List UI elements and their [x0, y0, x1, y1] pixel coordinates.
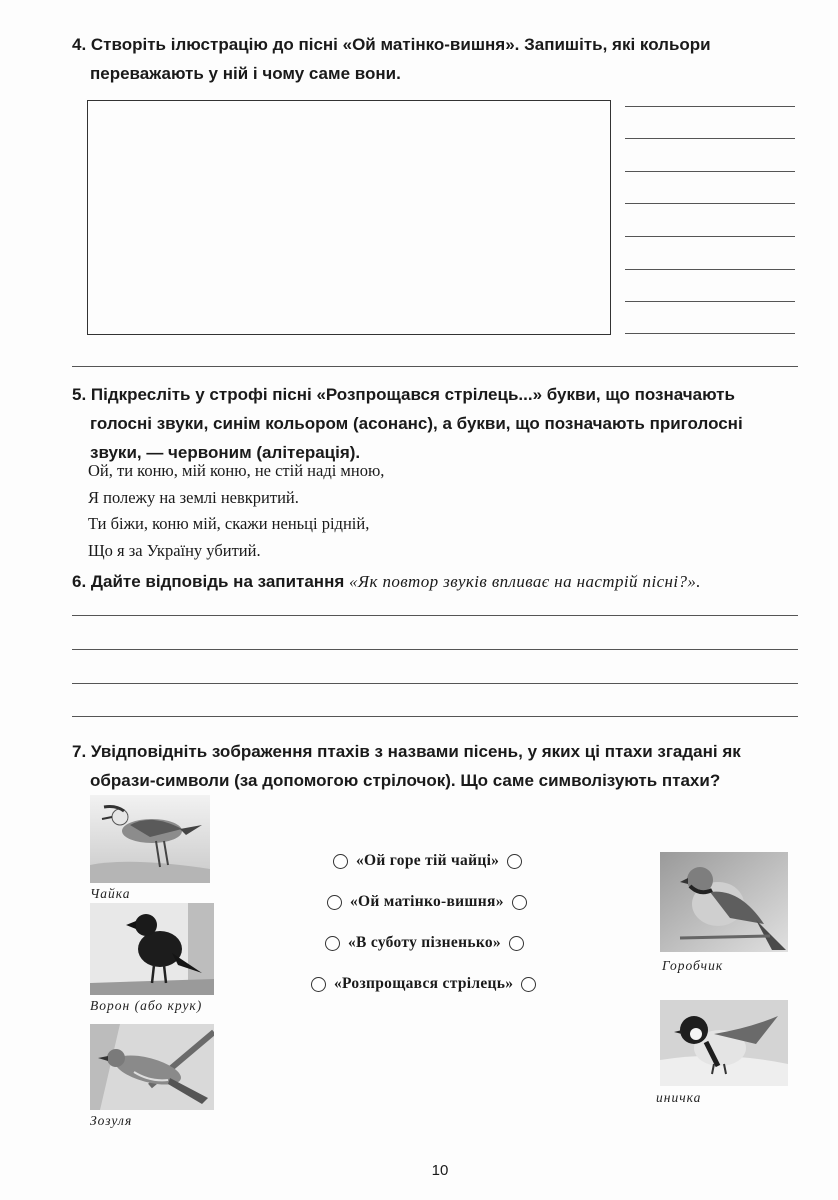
q5-line-3: звуки, — червоним (алітерація).: [90, 443, 361, 462]
poem-line: Що я за Україну убитий.: [88, 540, 261, 560]
q7-line-1: 7. Увідповідніть зображення птахів з назвами пісень, у яких ці птахи згадані як: [72, 742, 741, 761]
answer-line[interactable]: [72, 615, 798, 616]
q5-heading: [72, 380, 743, 467]
illustration-box[interactable]: [87, 100, 611, 335]
answer-line[interactable]: [625, 236, 795, 237]
q6-heading: [72, 567, 701, 596]
caption-sparrow: Горобчик: [662, 958, 724, 973]
caption-raven: Ворон (або крук): [90, 998, 203, 1013]
poem-line: Ой, ти коню, мій коню, не стій наді мною,: [88, 461, 385, 480]
caption-cuckoo: Зозуля: [90, 1113, 133, 1128]
answer-line[interactable]: [625, 269, 795, 270]
song-item: [311, 975, 536, 993]
right-connector-circle[interactable]: [512, 895, 527, 910]
song-item: [333, 852, 522, 870]
seagull-photo: [90, 795, 210, 883]
left-connector-circle[interactable]: [311, 977, 326, 992]
answer-line[interactable]: [625, 138, 795, 139]
answer-line[interactable]: [72, 716, 798, 717]
answer-line[interactable]: [625, 171, 795, 172]
q7-line-2: образи-символи (за допомогою стрілочок). Що саме символізують птахи?: [90, 771, 721, 790]
page-number: 10: [431, 1162, 449, 1179]
answer-line[interactable]: [625, 203, 795, 204]
q5-line-2: голосні звуки, синім кольором (асонанс), а букви, що позначають приголосні: [90, 414, 743, 433]
answer-line[interactable]: [625, 106, 795, 107]
sparrow-photo: [660, 852, 788, 952]
q5-line-1: 5. Підкресліть у строфі пісні «Розпрощався стрілець...» букви, що позначають: [72, 385, 735, 404]
q6-prefix: 6. Дайте відповідь на запитання: [72, 572, 349, 591]
right-connector-circle[interactable]: [509, 936, 524, 951]
tit-photo: [660, 1000, 788, 1086]
caption-tit: иничка: [656, 1090, 702, 1105]
q6-question: «Як повтор звуків впливає на настрій пісні?».: [348, 572, 701, 591]
answer-line[interactable]: [72, 366, 798, 367]
q4-heading: [72, 30, 711, 88]
left-connector-circle[interactable]: [333, 854, 348, 869]
song-item: [325, 934, 524, 952]
song-title: «В суботу пізненько»: [348, 934, 501, 951]
answer-line[interactable]: [625, 301, 795, 302]
raven-photo: [90, 903, 214, 995]
q4-line-1: 4. Створіть ілюстрацію до пісні «Ой матінко-вишня». Запишіть, які кольори: [72, 35, 711, 54]
answer-line[interactable]: [72, 683, 798, 684]
answer-line[interactable]: [72, 649, 798, 650]
left-connector-circle[interactable]: [325, 936, 340, 951]
left-connector-circle[interactable]: [327, 895, 342, 910]
q7-heading: [72, 737, 741, 795]
right-connector-circle[interactable]: [521, 977, 536, 992]
cuckoo-photo: [90, 1024, 214, 1110]
poem-stanza: [88, 458, 384, 564]
right-connector-circle[interactable]: [507, 854, 522, 869]
song-item: [327, 893, 527, 911]
poem-line: Я полежу на землі невкритий.: [88, 487, 299, 507]
answer-line[interactable]: [625, 333, 795, 334]
song-title: «Розпрощався стрілець»: [334, 975, 514, 992]
caption-seagull: Чайка: [90, 886, 131, 901]
q4-line-2: переважають у ній і чому саме вони.: [90, 64, 401, 83]
song-title: «Ой горе тій чайці»: [356, 852, 500, 869]
poem-line: Ти біжи, коню мій, скажи неньці рідній,: [88, 514, 370, 533]
song-title: «Ой матінко-вишня»: [350, 893, 504, 910]
